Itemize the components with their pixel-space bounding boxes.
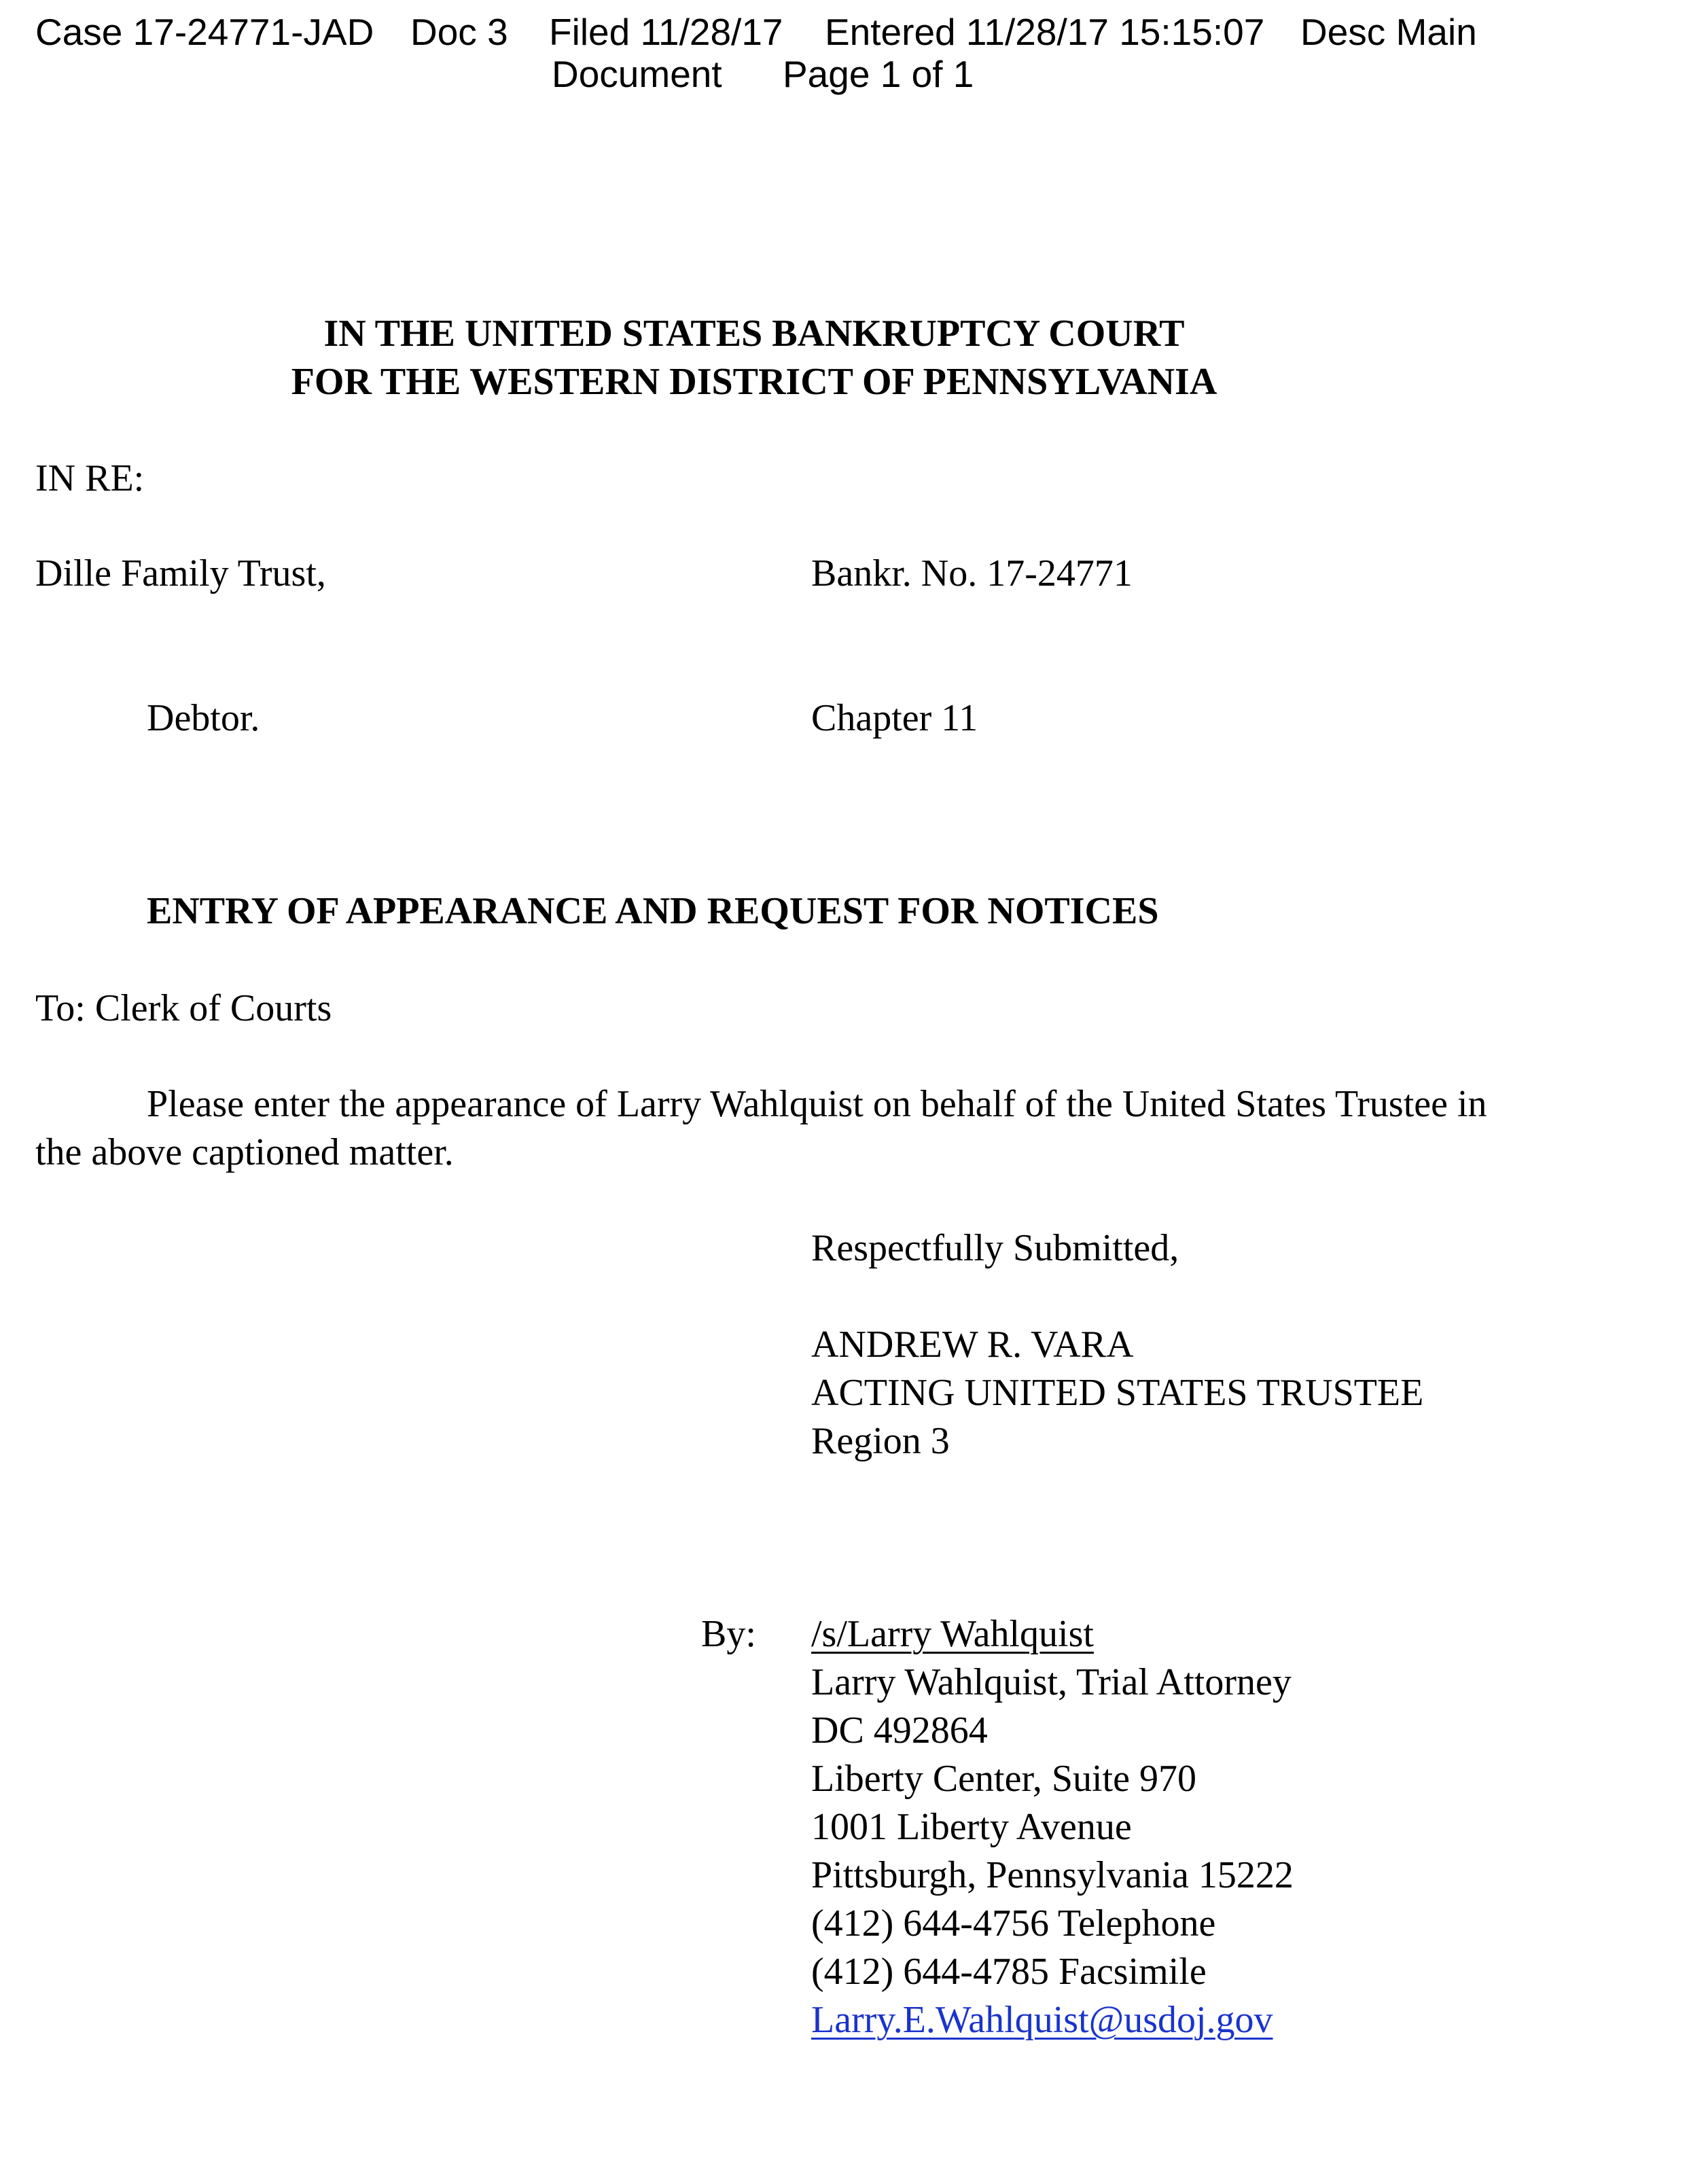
ecf-header-page: Page 1 of 1: [783, 53, 974, 95]
email-link[interactable]: Larry.E.Wahlquist@usdoj.gov: [811, 1999, 1273, 2041]
address-city: Pittsburgh, Pennsylvania 15222: [811, 1854, 1294, 1896]
court-heading-line2: FOR THE WESTERN DISTRICT OF PENNSYLVANIA: [291, 361, 1217, 403]
addressee: To: Clerk of Courts: [35, 987, 332, 1029]
closing: Respectfully Submitted,: [811, 1227, 1179, 1269]
electronic-signature: /s/Larry Wahlquist: [811, 1613, 1094, 1655]
ecf-header-doc: Doc 3: [410, 11, 508, 53]
address-line-2: 1001 Liberty Avenue: [811, 1806, 1132, 1848]
court-heading-line1: IN THE UNITED STATES BANKRUPTCY COURT: [323, 313, 1185, 355]
debtor-name: Dille Family Trust,: [35, 552, 326, 594]
address-line-1: Liberty Center, Suite 970: [811, 1758, 1196, 1800]
debtor-label: Debtor.: [147, 697, 260, 739]
document-title: ENTRY OF APPEARANCE AND REQUEST FOR NOTICES: [147, 890, 1159, 932]
ecf-header-entered: Entered 11/28/17 15:15:07: [825, 11, 1265, 53]
body-line-2: the above captioned matter.: [35, 1131, 454, 1173]
trustee-title: ACTING UNITED STATES TRUSTEE: [811, 1372, 1424, 1414]
chapter-label: Chapter 11: [811, 697, 978, 739]
body-line-1: Please enter the appearance of Larry Wahlquist on behalf of the United States Trustee in: [147, 1083, 1487, 1125]
ecf-header-filed: Filed 11/28/17: [549, 11, 783, 53]
trustee-name: ANDREW R. VARA: [811, 1324, 1134, 1366]
facsimile: (412) 644-4785 Facsimile: [811, 1951, 1207, 1993]
bankruptcy-number: Bankr. No. 17-24771: [811, 552, 1133, 594]
in-re-label: IN RE:: [35, 457, 145, 499]
ecf-header-document-label: Document: [552, 53, 722, 95]
attorney-name-title: Larry Wahlquist, Trial Attorney: [811, 1661, 1292, 1703]
by-label: By:: [701, 1613, 756, 1655]
ecf-header-desc: Desc Main: [1300, 11, 1477, 53]
bar-number: DC 492864: [811, 1709, 988, 1752]
trustee-region: Region 3: [811, 1420, 950, 1462]
ecf-header-case: Case 17-24771-JAD: [35, 11, 374, 53]
telephone: (412) 644-4756 Telephone: [811, 1902, 1216, 1945]
